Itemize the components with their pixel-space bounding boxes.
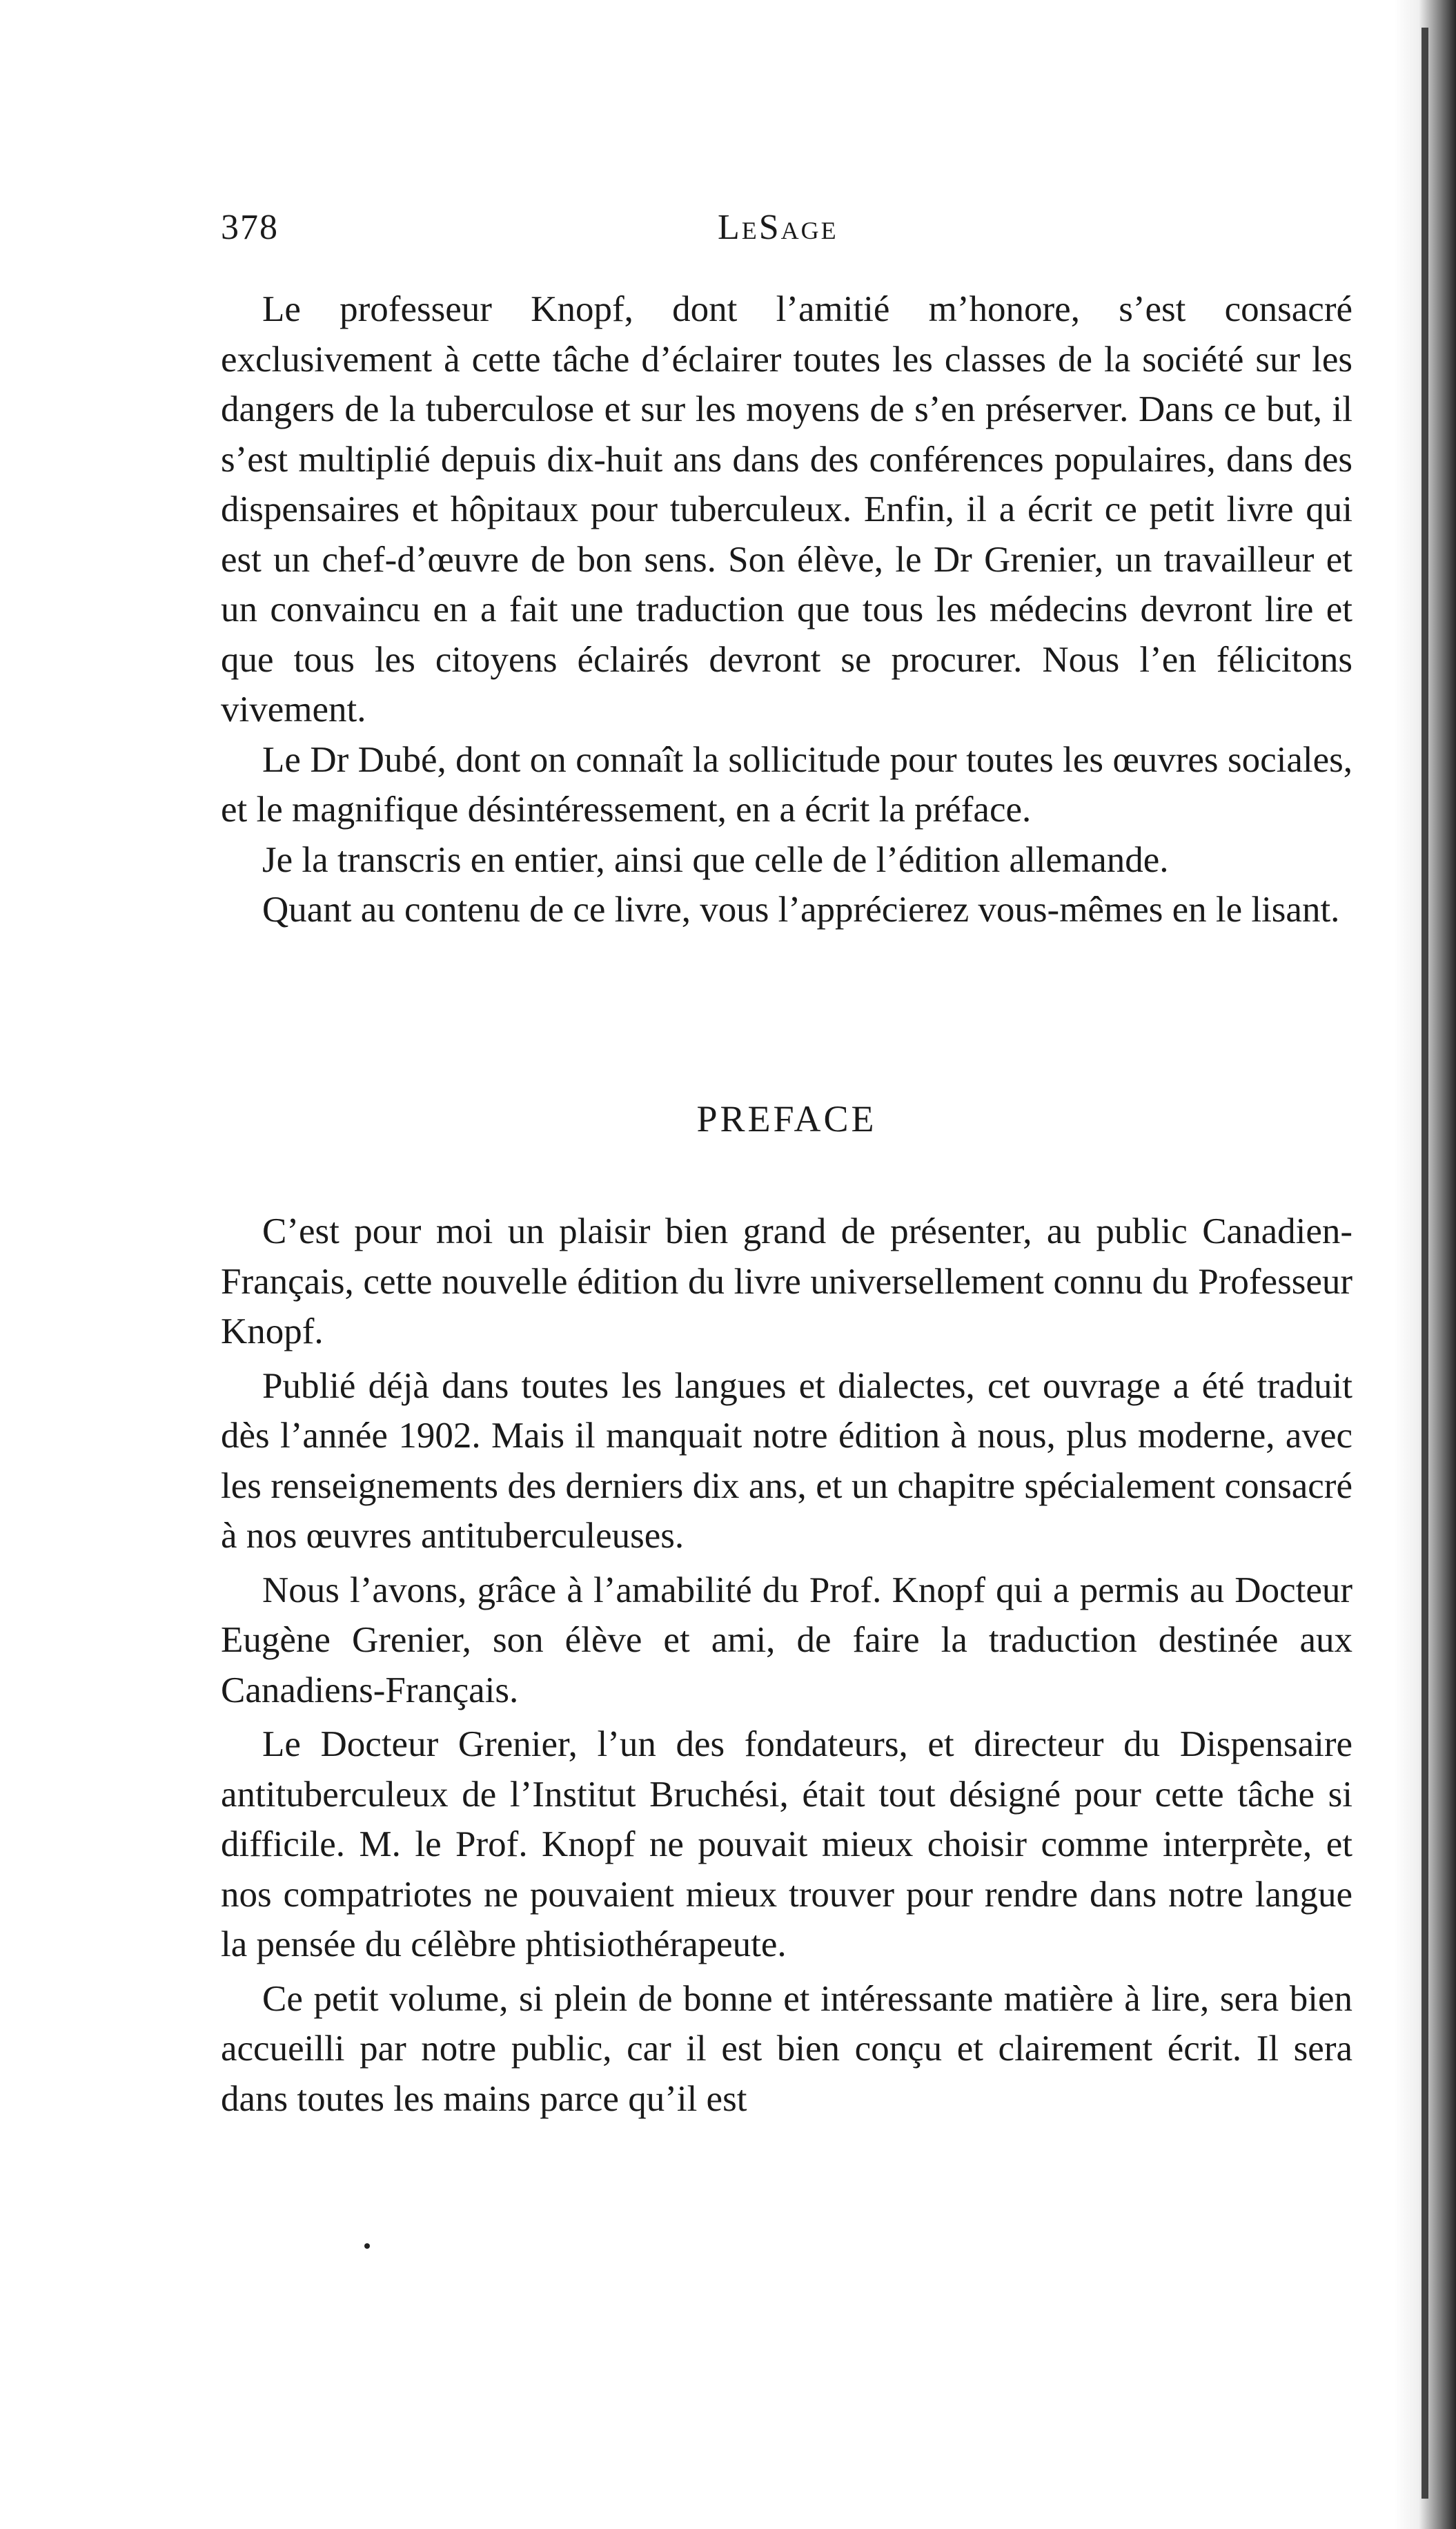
running-head: LeSage [718, 208, 838, 247]
paragraph: C’est pour moi un plaisir bien grand de présenter, au public Canadien-Français, cette nouvelle édition du livre universellement connu du Professeur Knopf. [221, 1211, 1352, 1351]
paragraph: Ce petit volume, si plein de bonne et intéressante matière à lire, sera bien accueilli par notre public, car il est bien conçu et clairement écrit. Il sera dans toutes les mains parce qu’il est [221, 1978, 1352, 2119]
intro-text [221, 284, 1352, 935]
paragraph: Le Dr Dubé, dont on connaît la sollicitude pour toutes les œuvres sociales, et le magnifique désintéressement, en a écrit la préface. [221, 739, 1352, 830]
paragraph: Je la transcris en entier, ainsi que celle de l’édition allemande. [262, 839, 1169, 880]
paragraph: Quant au contenu de ce livre, vous l’apprécierez vous-mêmes en le lisant. [262, 890, 1340, 930]
paragraph: Publié déjà dans toutes les langues et dialectes, cet ouvrage a été traduit dès l’année 1902. Mais il manquait notre édition à nous, plus moderne, avec les renseignements des derniers dix ans, et un chapitre spécialement consacré à nos œuvres antituberculeuses. [221, 1365, 1352, 1556]
paragraph: Nous l’avons, grâce à l’amabilité du Prof. Knopf qui a permis au Docteur Eugène Grenier, son élève et ami, de faire la traduction destinée aux Canadiens-Français. [221, 1570, 1352, 1710]
page-number: 378 [221, 208, 279, 247]
binding-line [1421, 28, 1428, 2499]
section-heading: PREFACE [696, 1098, 877, 1140]
page-header [221, 207, 1352, 262]
paragraph: Le professeur Knopf, dont l’amitié m’honore, s’est consacré exclusivement à cette tâche d’éclairer toutes les classes de la société sur les dangers de la tuberculose et sur les moyens de s’en préserver. Dans ce but, il s’est multiplié depuis dix-huit ans dans des conférences populaires, dans des dispensaires et hôpitaux pour tuberculeux. Enfin, il a écrit ce petit livre qui est un chef-d’œuvre de bon sens. Son élève, le Dr Grenier, un travailleur et un convaincu en a fait une traduction que tous les médecins devront lire et que tous les citoyens éclairés devront se procurer. Nous l’en félicitons vivement. [221, 289, 1352, 730]
preface-text [221, 1207, 1352, 2124]
paragraph: Le Docteur Grenier, l’un des fondateurs, et directeur du Dispensaire antituberculeux de l’Institut Bruchési, était tout désigné pour cette tâche si difficile. M. le Prof. Knopf ne pouvait mieux choisir comme interprète, et nos compatriotes ne pouvaient mieux trouver pour rendre dans notre langue la pensée du célèbre phtisiothérapeute. [221, 1724, 1352, 1964]
ink-speck [364, 2243, 370, 2249]
